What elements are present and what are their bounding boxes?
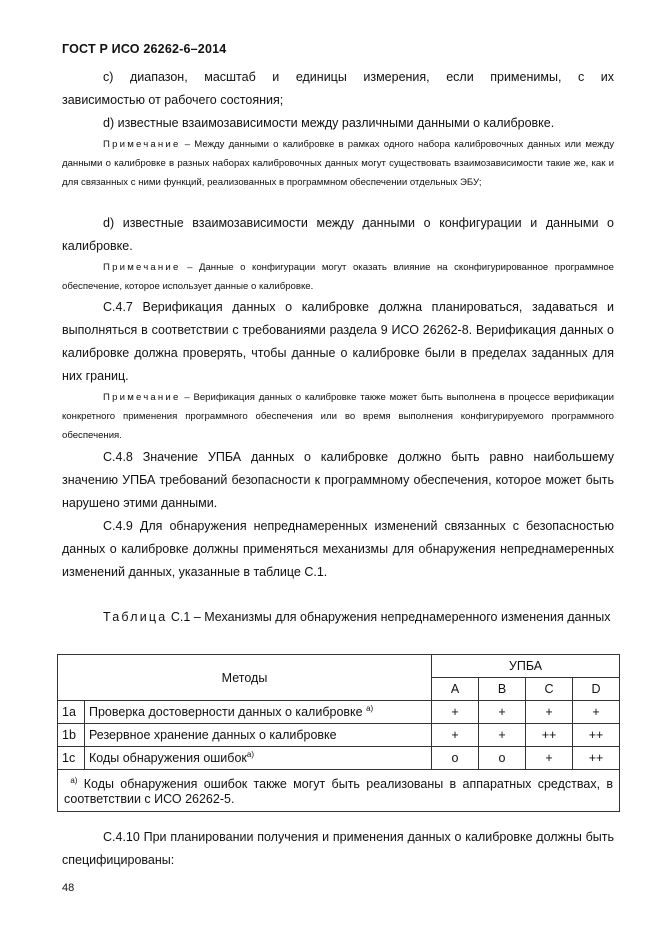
row-method-text: Коды обнаружения ошибок	[89, 751, 247, 766]
document-header: ГОСТ Р ИСО 26262-6–2014	[62, 42, 227, 56]
note-1-text: – Между данными о калибровке в рамках одного набора калибровочных данных или между данными о калибровке в разных наборах калибровочных данных могут существовать взаимозависимости такие же, как и для связанных с ними функций, реализованных в программном обеспечении отдельных ЭБУ;	[62, 139, 614, 188]
row-value: +	[432, 724, 479, 747]
note-1	[62, 135, 614, 192]
row-value: +	[432, 701, 479, 724]
item-c-line2: зависимостью от рабочего состояния;	[62, 93, 284, 107]
level-b-header: B	[479, 678, 526, 701]
row-value: +	[479, 724, 526, 747]
table-row	[58, 747, 620, 770]
note-2-label: Примечание	[103, 262, 181, 273]
table-caption-text: C.1 – Механизмы для обнаружения непреднамеренного изменения данных	[167, 610, 611, 624]
note-3-text: – Верификация данных о калибровке также может быть выполнена в процессе верификации конкретного применения программного обеспечения или во время выполнения конфигурируемого программного обеспечения.	[62, 392, 614, 441]
table-caption-label: Таблица	[103, 610, 168, 624]
row-method-footnote-mark: а)	[366, 704, 374, 714]
table-footnote-text: Коды обнаружения ошибок также могут быть реализованы в аппаратных средствах, в соответствии с ИСО 26262-5.	[64, 777, 613, 807]
item-c-line1: c) диапазон, масштаб и единицы измерения, если применимы, с их	[103, 70, 614, 84]
table-footnote	[58, 770, 620, 812]
row-value: o	[479, 747, 526, 770]
level-c-header: C	[526, 678, 573, 701]
paragraph-c48: C.4.8 Значение УПБА данных о калибровке должно быть равно наибольшему значению УПБА требований безопасности к программному обеспечения, которое может быть нарушено этими данными.	[62, 450, 614, 510]
row-id: 1b	[58, 724, 85, 747]
row-id: 1a	[58, 701, 85, 724]
row-method-text: Проверка достоверности данных о калибровке	[89, 705, 363, 720]
row-value: +	[479, 701, 526, 724]
row-method-footnote-mark: а)	[246, 750, 254, 760]
table-row	[58, 724, 620, 747]
calibration-mechanisms-table	[57, 654, 620, 812]
row-value: +	[526, 747, 573, 770]
paragraph-c410: C.4.10 При планировании получения и применения данных о калибровке должны быть специфицированы:	[62, 830, 614, 867]
table-caption	[62, 607, 614, 628]
level-d-header: D	[573, 678, 620, 701]
note-3	[62, 388, 614, 445]
row-value: ++	[573, 724, 620, 747]
level-a-header: A	[432, 678, 479, 701]
row-value: o	[432, 747, 479, 770]
row-value: ++	[526, 724, 573, 747]
row-method	[85, 747, 432, 770]
row-id: 1c	[58, 747, 85, 770]
page-number: 48	[62, 882, 75, 894]
item-d-calibration: d) известные взаимозависимости между различными данными о калибровке.	[103, 116, 555, 130]
note-2	[62, 258, 614, 296]
row-method	[85, 701, 432, 724]
methods-header: Методы	[58, 655, 432, 701]
table-footnote-mark: а)	[70, 776, 78, 785]
note-1-label: Примечание	[103, 139, 181, 150]
item-d-configuration: d) известные взаимозависимости между данными о конфигурации и данными о калибровке.	[62, 216, 614, 253]
note-2-text: – Данные о конфигурации могут оказать влияние на сконфигурированное программное обеспечение, которое использует данные о калибровке.	[62, 262, 614, 292]
note-3-label: Примечание	[103, 392, 181, 403]
table-row	[58, 701, 620, 724]
row-method: Резервное хранение данных о калибровке	[85, 724, 432, 747]
upba-header: УПБА	[432, 655, 620, 678]
row-value: ++	[573, 747, 620, 770]
row-value: +	[526, 701, 573, 724]
paragraph-c49: C.4.9 Для обнаружения непреднамеренных изменений связанных с безопасностью данных о калибровке должны применяться механизмы для обнаружения непреднамеренных изменений данных, указанные в таблице C.1.	[62, 519, 614, 579]
row-value: +	[573, 701, 620, 724]
paragraph-c47: C.4.7 Верификация данных о калибровке должна планироваться, задаваться и выполняться в соответствии с требованиями раздела 9 ИСО 26262-8. Верификация данных о калибровке должна проверять, чтобы данные о калибровке были в пределах заданных для них границ.	[62, 300, 614, 383]
